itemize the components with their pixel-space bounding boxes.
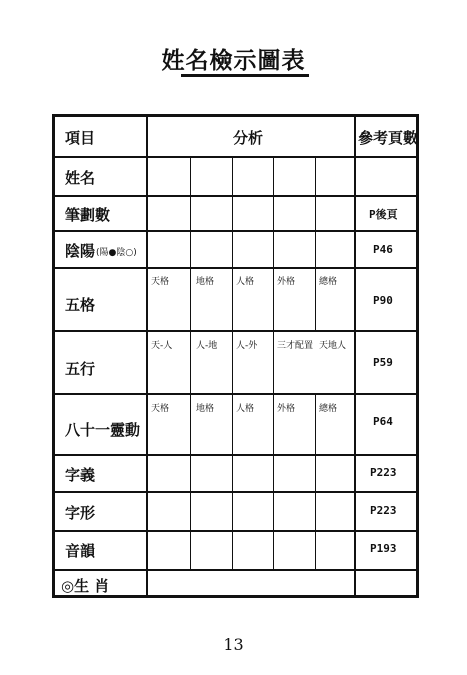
row-label-zixing: 字形 — [65, 504, 96, 522]
wuxing-cell: 天-人 — [151, 341, 173, 351]
row-label-ziyi: 字義 — [65, 466, 96, 484]
lingdong-cell: 地格 — [196, 404, 215, 414]
reference-page-strokes: P後頁 — [369, 208, 398, 221]
header-analysis: 分析 — [233, 129, 264, 147]
analysis-divider — [273, 157, 274, 570]
lingdong-cell: 天格 — [151, 404, 170, 414]
row-sublabel-yinyang: (陽●陰○) — [96, 248, 137, 258]
header-item: 項目 — [65, 129, 96, 147]
reference-page-wuge: P90 — [373, 294, 393, 307]
lingdong-cell: 總格 — [319, 404, 338, 414]
row-label-strokes: 筆劃數 — [65, 206, 111, 224]
reference-page-zixing: P223 — [370, 504, 397, 517]
row-label-yinyun: 音韻 — [65, 542, 96, 560]
lingdong-cell: 外格 — [277, 404, 296, 414]
row-divider — [55, 156, 416, 158]
wuge-cell: 總格 — [319, 277, 338, 287]
row-divider — [55, 195, 416, 197]
row-divider — [55, 454, 416, 456]
wuge-cell: 地格 — [196, 277, 215, 287]
row-label-zodiac: ◎生 肖 — [61, 577, 110, 595]
column-divider — [146, 117, 148, 595]
row-divider — [55, 491, 416, 493]
name-analysis-table — [52, 114, 419, 598]
reference-page-ziyi: P223 — [370, 466, 397, 479]
row-label-name: 姓名 — [65, 169, 96, 187]
title-underline — [181, 74, 309, 77]
wuxing-cell: 天地人 — [319, 341, 347, 351]
row-divider — [55, 569, 416, 571]
row-label-lingdong: 八十一靈動 — [65, 421, 141, 439]
header-reference: 參考頁數 — [358, 129, 419, 147]
page-number: 13 — [223, 635, 244, 654]
wuge-cell: 人格 — [236, 277, 255, 287]
row-label-wuxing: 五行 — [65, 360, 96, 378]
reference-page-yinyun: P193 — [370, 542, 397, 555]
row-divider — [55, 393, 416, 395]
lingdong-cell: 人格 — [236, 404, 255, 414]
wuxing-cell: 人-地 — [196, 341, 218, 351]
reference-page-lingdong: P64 — [373, 415, 393, 428]
wuge-cell: 天格 — [151, 277, 170, 287]
row-divider — [55, 330, 416, 332]
row-label-yinyang: 陰陽 — [65, 242, 96, 260]
wuge-cell: 外格 — [277, 277, 296, 287]
analysis-divider — [190, 157, 191, 570]
analysis-divider — [232, 157, 233, 570]
analysis-divider — [315, 394, 316, 570]
analysis-divider — [315, 157, 316, 331]
column-divider — [354, 117, 356, 595]
wuxing-cell: 人-外 — [236, 341, 258, 351]
row-divider — [55, 530, 416, 532]
page-title: 姓名檢示圖表 — [161, 48, 306, 74]
reference-page-yinyang: P46 — [373, 243, 393, 256]
row-label-wuge: 五格 — [65, 296, 96, 314]
wuxing-cell: 三才配置 — [277, 341, 314, 351]
row-divider — [55, 267, 416, 269]
reference-page-wuxing: P59 — [373, 356, 393, 369]
row-divider — [55, 230, 416, 232]
